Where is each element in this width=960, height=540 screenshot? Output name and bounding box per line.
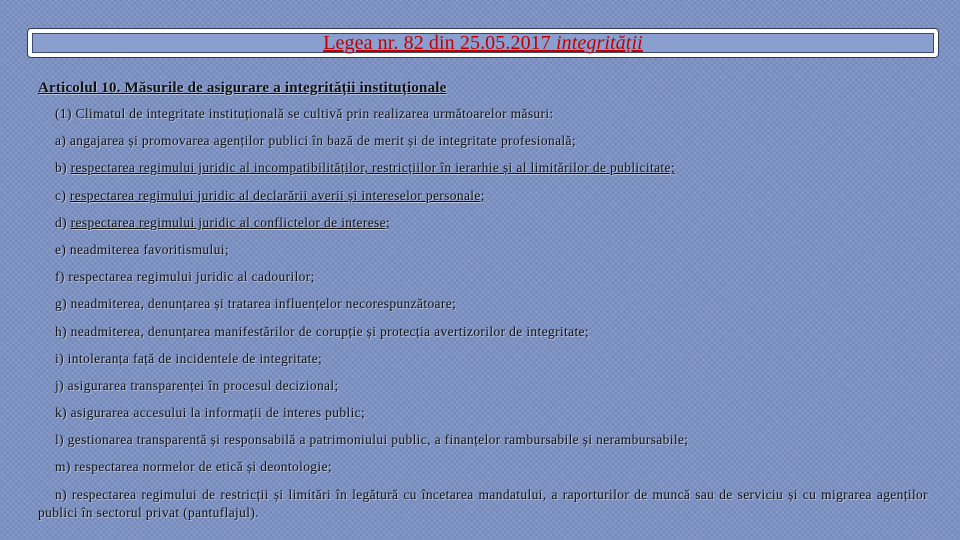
slide-title-main: Legea nr. 82 din 25.05.2017 (323, 32, 551, 54)
measure-item-d-prefix: d) (55, 214, 71, 230)
measure-item-b-prefix: b) (55, 160, 71, 176)
measure-item-b (38, 159, 928, 186)
slide-title (323, 32, 643, 54)
measure-item-f: f) respectarea regimului juridic al cadourilor; (55, 269, 315, 285)
measure-item-l: l) gestionarea transparentă și responsabilă a patrimoniului public, a finanțelor rambursabile și nerambursabile; (55, 432, 689, 448)
article-heading: Articolul 10. Măsurile de asigurare a integrității instituționale (38, 80, 447, 96)
measure-item-e: e) neadmiterea favoritismului; (55, 241, 229, 257)
measure-item-n: n) respectarea regimului de restricții și limitări în legătură cu încetarea mandatului, a raporturilor de muncă sau de serviciu și cu migrarea agenților publici în sectorul privat (pantuflajul). (38, 486, 928, 520)
article-content (38, 79, 928, 522)
measure-item-m: m) respectarea normelor de etică și deontologie; (55, 459, 332, 475)
measure-item-k: k) asigurarea accesului la informații de interes public; (55, 405, 366, 421)
measure-item-h: h) neadmiterea, denunțarea manifestărilor de corupție și protecția avertizorilor de integritate; (55, 323, 589, 339)
measure-item-g: g) neadmiterea, denunțarea și tratarea influențelor necorespunzătoare; (55, 296, 457, 312)
measure-item-b-link[interactable]: respectarea regimului juridic al incompatibilităților, restricțiilor în ierarhie și al limitărilor de publicitate; (70, 160, 675, 176)
measure-item-d (38, 214, 928, 241)
measure-item-d-link[interactable]: respectarea regimului juridic al conflictelor de interese; (70, 214, 391, 230)
measure-item-a: a) angajarea și promovarea agenților publici în bază de merit și de integritate profesională; (55, 133, 576, 149)
slide-title-emphasis: integrității (556, 32, 643, 54)
slide-title-box (28, 29, 938, 57)
measure-item-c-prefix: c) (55, 187, 70, 203)
measure-item-i: i) intoleranța față de incidentele de integritate; (55, 350, 323, 366)
measure-item-j: j) asigurarea transparenței în procesul decizional; (55, 377, 339, 393)
article-intro: (1) Climatul de integritate instituțională se cultivă prin realizarea următoarelor măsuri: (55, 106, 554, 121)
measure-item-c (38, 187, 928, 214)
measure-item-c-link[interactable]: respectarea regimului juridic al declarării averii și intereselor personale; (69, 187, 485, 203)
